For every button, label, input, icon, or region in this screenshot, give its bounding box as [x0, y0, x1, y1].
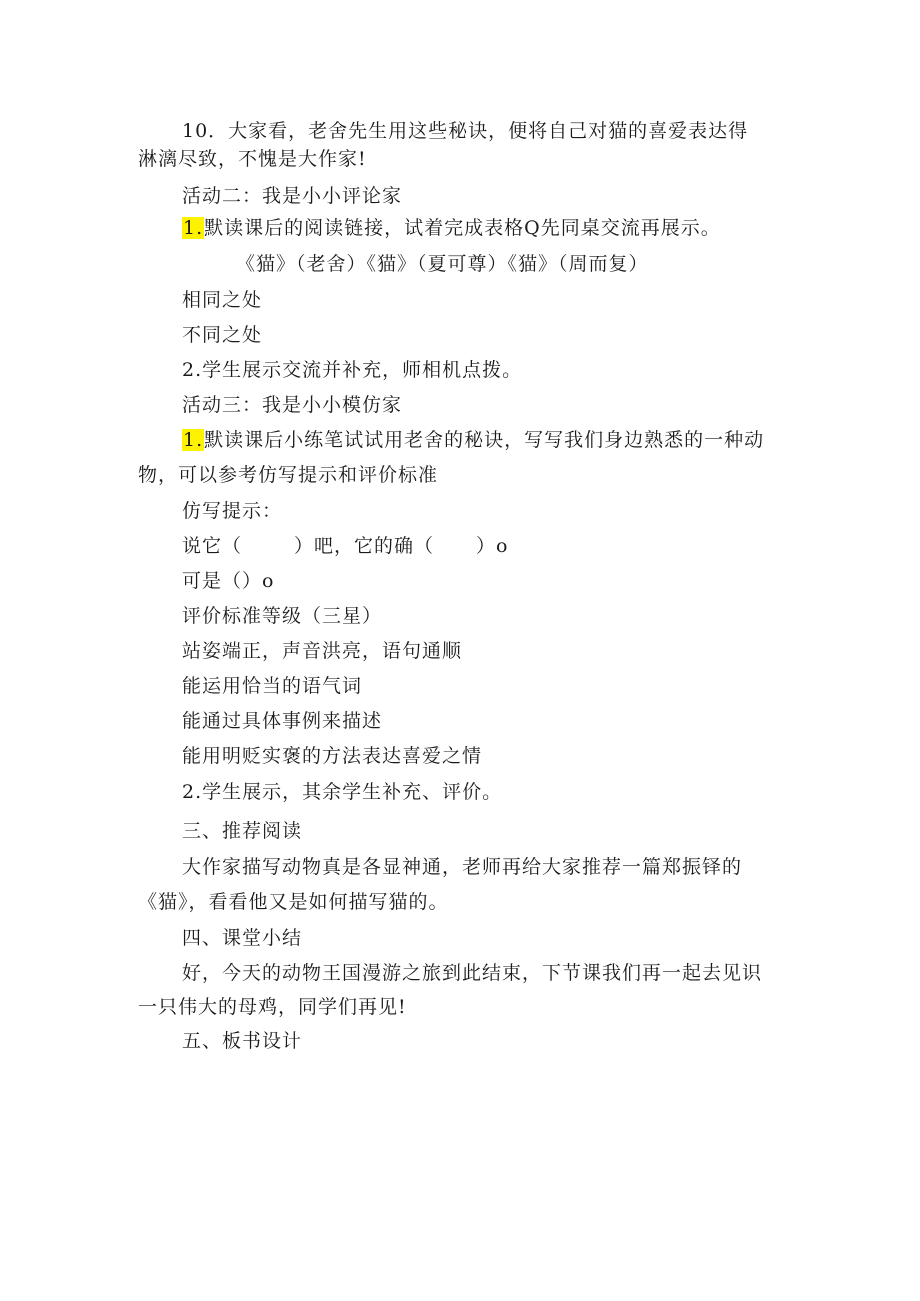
activity2-title: 活动二：我是小小评论家 — [182, 185, 403, 207]
criteria-title: 评价标准等级（三星） — [182, 605, 383, 627]
activity2-item1-text: 默读课后的阅读链接，试着完成表格Q先同桌交流再展示。 — [204, 217, 721, 239]
section4-title: 四、课堂小结 — [182, 927, 303, 949]
para10-line2: 淋漓尽致，不愧是大作家! — [138, 148, 367, 170]
section3-line1: 大作家描写动物真是各显神通，老师再给大家推荐一篇郑振铎的 — [182, 856, 743, 878]
criteria-item-4: 能用明贬实褒的方法表达喜爱之情 — [182, 745, 483, 767]
hint-line2: 可是（）o — [182, 570, 275, 592]
para10-line1: 10．大家看，老舍先生用这些秘诀，便将自己对猫的喜爱表达得 — [182, 120, 749, 142]
activity3-item1-text: 默读课后小练笔试试用老舍的秘诀，写写我们身边熟悉的一种动 — [204, 429, 765, 451]
section3-line2: 《猫》，看看他又是如何描写猫的。 — [138, 891, 449, 913]
section3-title: 三、推荐阅读 — [182, 820, 303, 842]
activity3-item2: 2.学生展示，其余学生补充、评价。 — [182, 781, 503, 803]
criteria-item-3: 能通过具体事例来描述 — [182, 710, 383, 732]
comparison-row-same: 相同之处 — [182, 289, 263, 311]
hint-line1 — [182, 533, 508, 559]
hint-title: 仿写提示： — [182, 500, 283, 522]
activity3-title: 活动三：我是小小模仿家 — [182, 394, 403, 416]
activity2-item1 — [182, 215, 721, 241]
criteria-item-1: 站姿端正，声音洪亮，语句通顺 — [182, 640, 463, 662]
activity3-item1-line2: 物，可以参考仿写提示和评价标准 — [138, 464, 439, 486]
hint1-part-c: ）o — [476, 535, 509, 557]
hint1-part-a: 说它（ — [182, 535, 243, 557]
criteria-item-2: 能运用恰当的语气词 — [182, 675, 363, 697]
hint1-part-b: ）吧，它的确（ — [294, 535, 435, 557]
section4-line1: 好，今天的动物王国漫游之旅到此结束，下节课我们再一起去见识 — [182, 962, 763, 984]
comparison-row-diff: 不同之处 — [182, 324, 263, 346]
activity3-item1-line1 — [182, 427, 764, 453]
activity2-item2: 2.学生展示交流并补充，师相机点拨。 — [182, 359, 523, 381]
activity2-item1-number: 1. — [183, 217, 204, 239]
section5-title: 五、板书设计 — [182, 1030, 303, 1052]
activity3-item1-number: 1. — [183, 429, 204, 451]
section4-line2: 一只伟大的母鸡，同学们再见! — [138, 996, 407, 1018]
comparison-table-header: 《猫》（老舍）《猫》（夏可尊）《猫》（周而复） — [236, 253, 649, 275]
